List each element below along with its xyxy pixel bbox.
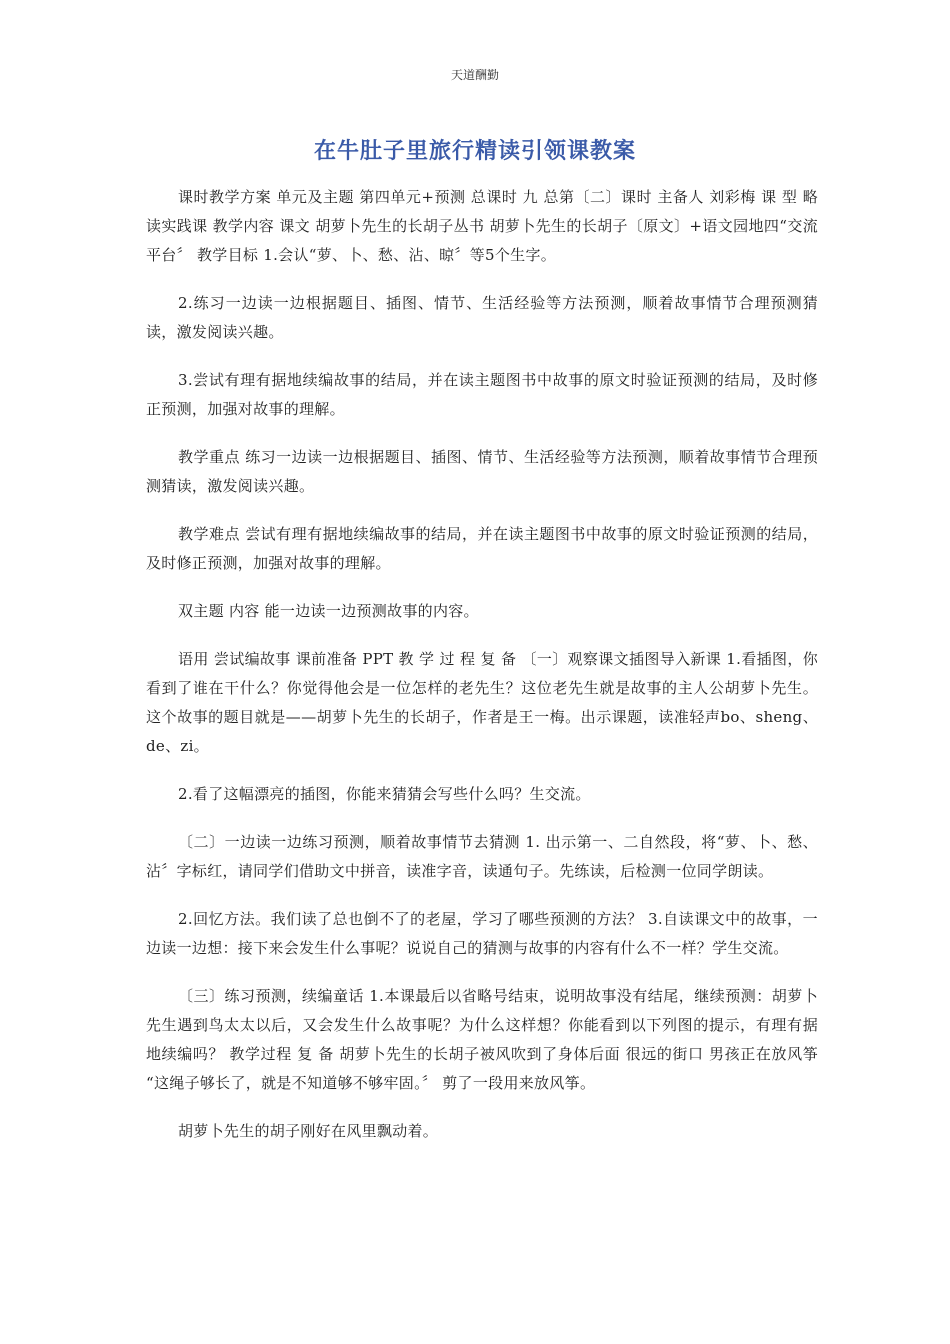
paragraph-closing: 胡萝卜先生的胡子刚好在风里飘动着。 <box>178 1122 439 1140</box>
paragraph-key-points: 教学重点 练习一边读一边根据题目、插图、情节、生活经验等方法预测，顺着故事情节合理预测猜读，激发阅读兴趣。 <box>146 448 818 495</box>
document-title: 在牛肚子里旅行精读引领课教案 <box>313 139 636 164</box>
paragraph-step-two: 〔二〕一边读一边练习预测，顺着故事情节去猜测 1. 出示第一、二自然段，将“萝、卜、愁、沾〞字标红，请同学们借助文中拼音，读准字音，读通句子。先练读，后检测一位同学朗读。 <box>146 833 818 880</box>
paragraph-goal-3: 3.尝试有理有据地续编故事的结局，并在读主题图书中故事的原文时验证预测的结局，及时修正预测，加强对故事的理解。 <box>146 371 818 418</box>
paragraph-step-two-2: 2.回忆方法。我们读了总也倒不了的老屋，学习了哪些预测的方法？ 3.自读课文中的故事，一边读一边想：接下来会发生什么事呢？说说自己的猜测与故事的内容有什么不一样？学生交流。 <box>146 910 818 957</box>
paragraph-goal-2: 2.练习一边读一边根据题目、插图、情节、生活经验等方法预测，顺着故事情节合理预测猜读，激发阅读兴趣。 <box>146 294 818 341</box>
paragraph-difficulties: 教学难点 尝试有理有据地续编故事的结局，并在读主题图书中故事的原文时验证预测的结局，及时修正预测，加强对故事的理解。 <box>146 525 818 572</box>
page-header: 天道酬勤 <box>450 68 499 82</box>
paragraph-step-one: 语用 尝试编故事 课前准备 PPT 教 学 过 程 复 备 〔一〕观察课文插图导入新课 1.看插图，你看到了谁在干什么？你觉得他会是一位怎样的老先生？这位老先生就是故事的主人公胡萝卜先生。这个故事的题目就是——胡萝卜先生的长胡子，作者是王一梅。出示课题，读准轻声bo、sheng、de、zi。 <box>146 650 818 755</box>
paragraph-dual-theme: 双主题 内容 能一边读一边预测故事的内容。 <box>178 602 479 620</box>
paragraph-step-three: 〔三〕练习预测，续编童话 1.本课最后以省略号结束，说明故事没有结尾，继续预测：胡萝卜先生遇到鸟太太以后，又会发生什么故事呢？为什么这样想？你能看到以下列图的提示，有理有据地续编吗？ 教学过程 复 备 胡萝卜先生的长胡子被风吹到了身体后面 很远的街口 男孩正在放风筝 “这绳子够长了，就是不知道够不够牢固。〞 剪了一段用来放风筝。 <box>146 987 818 1092</box>
document-body <box>146 183 818 1165</box>
paragraph-step-one-2: 2.看了这幅漂亮的插图，你能来猜猜会写些什么吗？生交流。 <box>178 785 591 803</box>
paragraph-lesson-info: 课时教学方案 单元及主题 第四单元+预测 总课时 九 总第〔二〕课时 主备人 刘彩梅 课 型 略读实践课 教学内容 课文 胡萝卜先生的长胡子丛书 胡萝卜先生的长胡子〔原文〕+语文园地四“交流平台〞 教学目标 1.会认“萝、卜、愁、沾、晾〞等5个生字。 <box>146 188 818 264</box>
